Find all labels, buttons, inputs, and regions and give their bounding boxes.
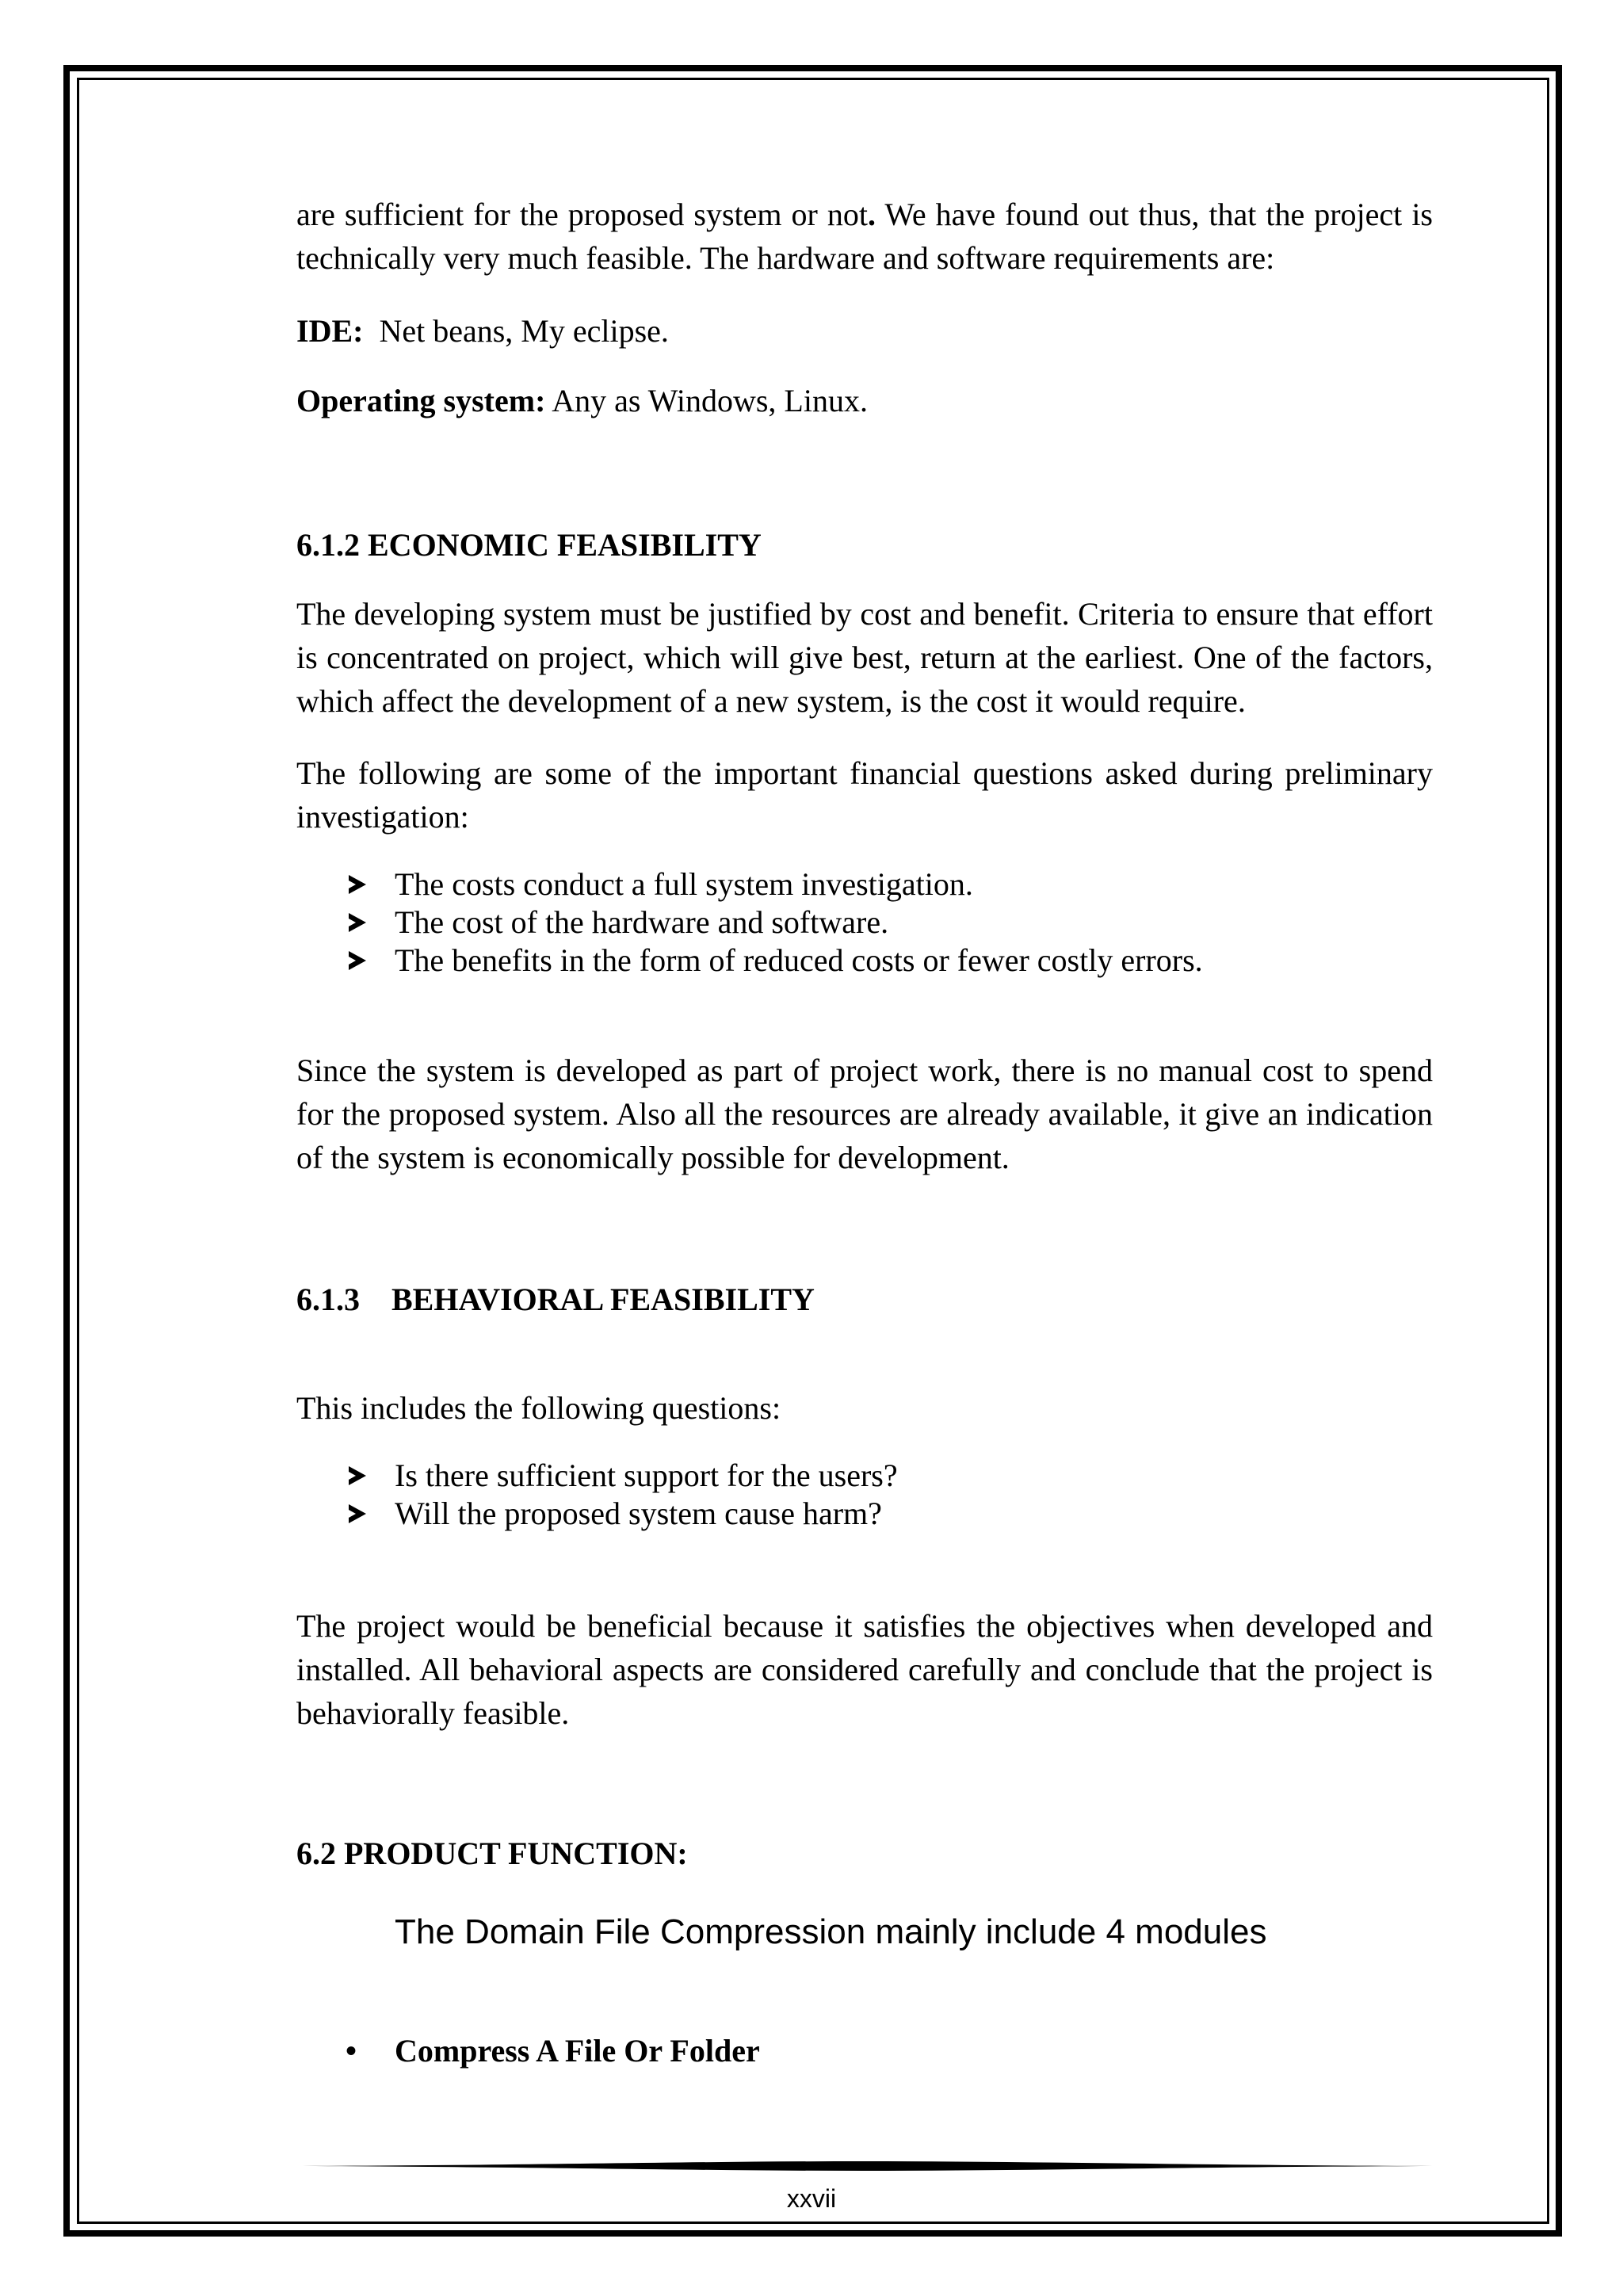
behavioral-paragraph-2: The project would be beneficial because it satisfies the objectives when developed and installed. All behavioral aspects are considered carefully and conclude that the project is behaviorally feasible.: [296, 1608, 1433, 1731]
behavioral-heading: [296, 1278, 815, 1321]
product-intro: The Domain File Compression mainly include 4 modules: [395, 1912, 1267, 1951]
list-item: The cost of the hardware and software.: [349, 904, 1203, 942]
arrow-bullet-icon: [349, 1466, 366, 1485]
economic-paragraph-3: Since the system is developed as part of project work, there is no manual cost to spend for the proposed system. Also all the resources are already available, it give an indication of the system is economically possible for development.: [296, 1052, 1433, 1175]
os-label: Operating system:: [296, 383, 546, 418]
intro-paragraph: [296, 193, 1433, 280]
module-item: [346, 2029, 760, 2073]
arrow-bullet-icon: [349, 1504, 366, 1523]
ide-value: Net beans, My eclipse.: [379, 313, 669, 349]
economic-heading: 6.1.2 ECONOMIC FEASIBILITY: [296, 527, 762, 563]
behavioral-heading-number: 6.1.3: [296, 1282, 360, 1317]
behavioral-heading-text: BEHAVIORAL FEASIBILITY: [391, 1282, 815, 1317]
arrow-bullet-icon: [349, 913, 366, 932]
list-item: The benefits in the form of reduced costs or fewer costly errors.: [349, 942, 1203, 980]
economic-bullet-list: [349, 865, 1203, 980]
behavioral-bullet-list: [349, 1457, 898, 1533]
arrow-bullet-icon: [349, 875, 366, 894]
economic-paragraph-2: The following are some of the important financial questions asked during preliminary investigation:: [296, 755, 1433, 835]
requirement-os: [296, 379, 1433, 422]
intro-text-2: We have found out thus, that the project is technically very much feasible. The hardware and software requirements are:: [296, 197, 1433, 276]
list-item: Will the proposed system cause harm?: [349, 1495, 898, 1533]
product-heading: 6.2 PRODUCT FUNCTION:: [296, 1836, 688, 1871]
arrow-bullet-icon: [349, 951, 366, 970]
economic-paragraph-1: The developing system must be justified by cost and benefit. Criteria to ensure that effort is concentrated on project, which will give best, return at the earliest. One of the factors, which affect the development of a new system, is the cost it would require.: [296, 596, 1433, 719]
footer-divider: [296, 2160, 1433, 2172]
intro-text-1: are sufficient for the proposed system or not: [296, 197, 869, 232]
list-item: Is there sufficient support for the users?: [349, 1457, 898, 1495]
os-value: Any as Windows, Linux.: [545, 383, 868, 418]
module-name: Compress A File Or Folder: [395, 2033, 760, 2069]
list-item: The costs conduct a full system investigation.: [349, 865, 1203, 904]
intro-period: .: [868, 197, 876, 232]
ide-label: IDE:: [296, 313, 364, 349]
behavioral-paragraph-1: This includes the following questions:: [296, 1390, 781, 1426]
requirement-ide: [296, 309, 1433, 353]
page-number: xxvii: [786, 2184, 837, 2213]
bullet-dot-icon: •: [346, 2033, 357, 2069]
